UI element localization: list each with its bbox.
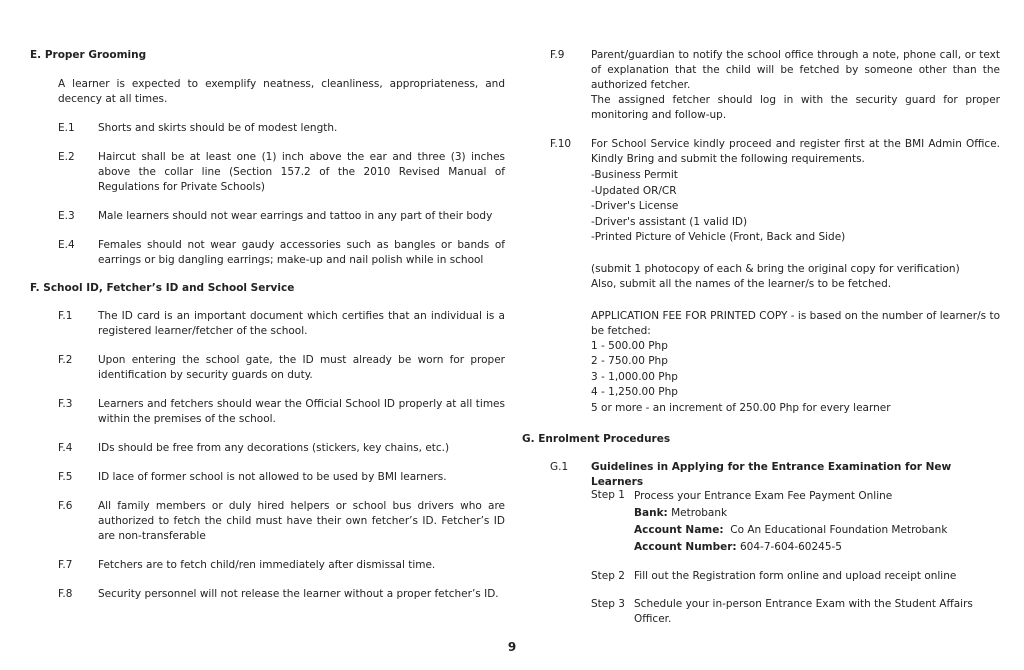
- list-item-f10: [550, 137, 1000, 416]
- f10-body: [591, 137, 1000, 416]
- note-line: Also, submit all the names of the learner/s to be fetched.: [591, 278, 892, 290]
- step-text: Fill out the Registration form online and upload receipt online: [634, 570, 957, 582]
- list-item-f5: [58, 470, 505, 485]
- list-item-g1: [550, 460, 1000, 490]
- bank-value: Metrobank: [671, 507, 728, 519]
- account-name-row: [634, 522, 999, 539]
- item-number: F.4: [58, 442, 73, 454]
- list-item-e2: [58, 150, 505, 195]
- section-f-heading: F. School ID, Fetcher’s ID and School Service: [30, 282, 295, 294]
- step-text: Process your Entrance Exam Fee Payment Online: [634, 490, 893, 502]
- section-e-heading: E. Proper Grooming: [30, 49, 147, 61]
- requirement-item: -Driver's License: [591, 200, 679, 212]
- item-text: Security personnel will not release the learner without a proper fetcher’s ID.: [98, 588, 499, 600]
- list-item-f2: [58, 353, 505, 383]
- list-item-f1: [58, 309, 505, 339]
- item-number: E.3: [58, 210, 75, 222]
- list-item-e1: [58, 121, 505, 136]
- account-number-value: 604-7-604-60245-5: [739, 541, 842, 553]
- list-item-f7: [58, 558, 505, 573]
- fee-item: 2 - 750.00 Php: [591, 355, 668, 367]
- verification-note: [591, 262, 1000, 293]
- bank-row: [634, 505, 999, 522]
- account-number-row: [634, 539, 999, 556]
- account-name-value: Co An Educational Foundation Metrobank: [730, 524, 948, 536]
- fee-item: 3 - 1,000.00 Php: [591, 370, 678, 383]
- item-text: Females should not wear gaudy accessories such as bangles or bands of earrings or big dangling earrings; make-up and nail polish while in school: [98, 239, 505, 266]
- item-number: F.1: [58, 310, 73, 322]
- item-number: F.6: [58, 500, 73, 512]
- account-number-label: Account Number:: [634, 541, 737, 553]
- item-text: The ID card is an important document which certifies that an individual is a registered learner/fetcher of the school.: [98, 310, 505, 337]
- fee-intro: APPLICATION FEE FOR PRINTED COPY - is based on the number of learner/s to be fetched:: [591, 309, 1000, 337]
- list-item-f8: [58, 587, 505, 602]
- item-number: F.5: [58, 471, 73, 483]
- fee-item: 1 - 500.00 Php: [591, 339, 668, 352]
- fee-list: [591, 339, 1000, 417]
- step-label: Step 1: [591, 489, 625, 501]
- fee-item: 5 or more - an increment of 250.00 Php for every learner: [591, 401, 891, 414]
- requirement-item: -Updated OR/CR: [591, 184, 677, 197]
- list-item-f4: [58, 441, 505, 456]
- requirement-item: -Driver's assistant (1 valid ID): [591, 215, 748, 228]
- list-item-e3: [58, 209, 505, 224]
- item-text: Male learners should not wear earrings and tattoo in any part of their body: [98, 210, 493, 222]
- item-number: E.2: [58, 151, 75, 163]
- item-number: F.8: [58, 588, 73, 600]
- bank-label: Bank:: [634, 507, 668, 519]
- step-1: [591, 488, 999, 556]
- step-2: [591, 569, 999, 584]
- requirements-list: [591, 168, 1000, 246]
- item-text: Learners and fetchers should wear the Official School ID properly at all times within the premises of the school.: [98, 398, 505, 425]
- step-label: Step 2: [591, 570, 625, 582]
- list-item-f9: [550, 48, 1000, 123]
- g1-title: Guidelines in Applying for the Entrance Examination for New Learners: [591, 461, 952, 488]
- item-number: F.10: [550, 138, 572, 150]
- item-number: F.9: [550, 49, 565, 61]
- note-line: (submit 1 photocopy of each & bring the original copy for verification): [591, 262, 960, 275]
- item-text: Parent/guardian to notify the school office through a note, phone call, or text of explanation that the child will be fetched by someone other than the authorized fetcher.: [591, 49, 1000, 91]
- f10-intro: For School Service kindly proceed and register first at the BMI Admin Office. Kindly Bring and submit the following requirements.: [591, 138, 1000, 165]
- list-item-f3: [58, 397, 505, 427]
- requirement-item: -Business Permit: [591, 169, 678, 181]
- section-e-intro: A learner is expected to exemplify neatness, cleanliness, appropriateness, and decency at all times.: [58, 78, 505, 105]
- step-label: Step 3: [591, 598, 625, 610]
- item-text: All family members or duly hired helpers or school bus drivers who are authorized to fetch the child must have their own fetcher’s ID. Fetcher’s ID are non-transferable: [98, 500, 505, 542]
- item-text: Fetchers are to fetch child/ren immediately after dismissal time.: [98, 559, 436, 571]
- item-number: E.1: [58, 122, 75, 134]
- item-number: F.7: [58, 559, 73, 571]
- list-item-f6: [58, 499, 505, 544]
- section-g-heading: G. Enrolment Procedures: [522, 433, 671, 445]
- fee-item: 4 - 1,250.00 Php: [591, 386, 678, 398]
- item-number: F.2: [58, 354, 73, 366]
- item-text: The assigned fetcher should log in with the security guard for proper monitoring and follow-up.: [591, 94, 1000, 121]
- item-text: Upon entering the school gate, the ID must already be worn for proper identification by security guards on duty.: [98, 354, 505, 381]
- step-text: Schedule your in-person Entrance Exam with the Student Affairs Officer.: [634, 598, 973, 625]
- step-1-body: [634, 488, 999, 556]
- item-text: IDs should be free from any decorations (stickers, key chains, etc.): [98, 442, 450, 454]
- list-item-e4: [58, 238, 505, 268]
- item-text: Shorts and skirts should be of modest length.: [98, 122, 338, 134]
- item-number: E.4: [58, 239, 75, 251]
- item-text: Haircut shall be at least one (1) inch above the ear and three (3) inches above the collar line (Section 157.2 of the 2010 Revised Manual of Regulations for Private Schools): [98, 151, 505, 193]
- item-number: F.3: [58, 398, 73, 410]
- requirement-item: -Printed Picture of Vehicle (Front, Back and Side): [591, 231, 846, 243]
- page-number: 9: [507, 640, 517, 654]
- item-number: G.1: [550, 461, 569, 473]
- step-3: [591, 597, 999, 627]
- account-name-label: Account Name:: [634, 524, 724, 536]
- item-text: ID lace of former school is not allowed to be used by BMI learners.: [98, 471, 447, 483]
